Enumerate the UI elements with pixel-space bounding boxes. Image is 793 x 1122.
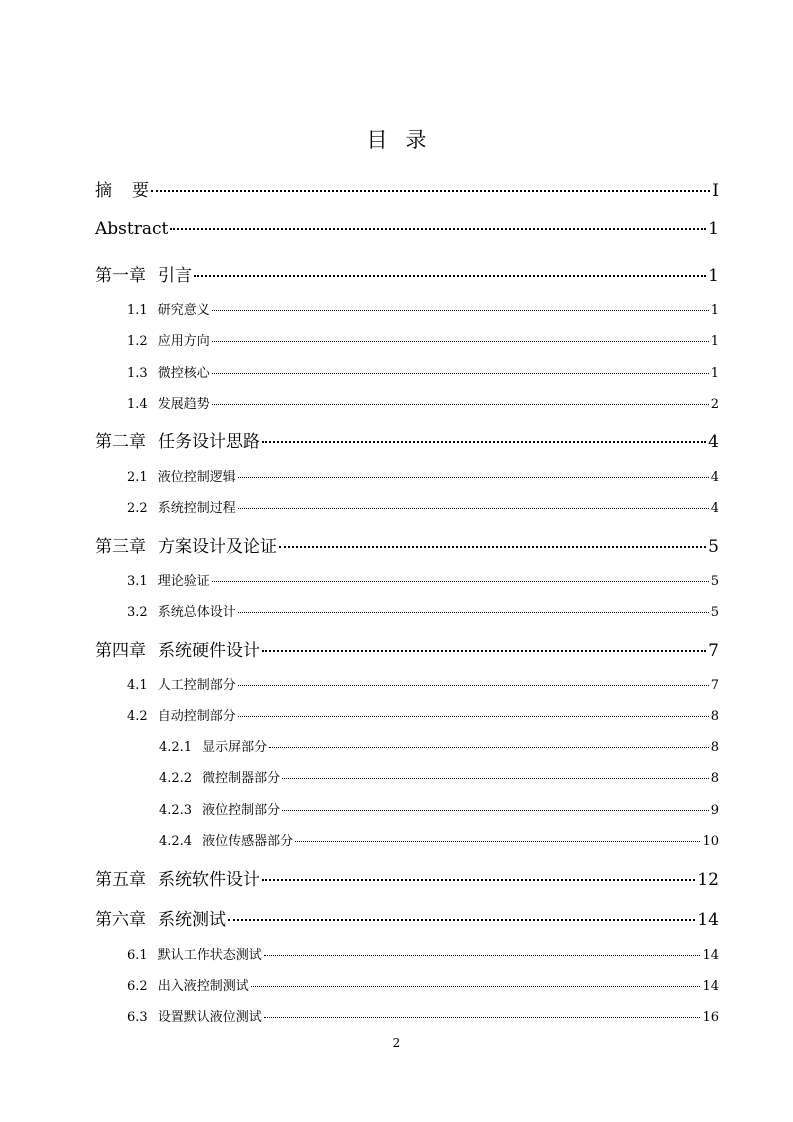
toc-entry-page: 1 xyxy=(708,219,719,239)
toc-entry[interactable] xyxy=(95,636,719,661)
toc-leader-dots xyxy=(282,810,709,811)
toc-entry-page: 14 xyxy=(702,948,719,963)
toc-entry-label xyxy=(159,767,280,786)
toc-entry-text: 任务设计思路 xyxy=(158,432,260,452)
toc-entry-label xyxy=(95,427,260,452)
toc-entry-label xyxy=(159,736,267,755)
toc-entry[interactable] xyxy=(127,393,719,412)
toc-entry-number: 2.1 xyxy=(127,470,148,485)
toc-leader-dots xyxy=(279,546,706,548)
toc-entry-number: 3.1 xyxy=(127,574,148,589)
toc-entry-page: 1 xyxy=(710,303,719,318)
toc-entry-page: 16 xyxy=(702,1010,719,1025)
toc-entry-page: 4 xyxy=(710,501,719,516)
toc-entry[interactable] xyxy=(95,219,719,239)
toc-entry-page: I xyxy=(712,181,719,201)
toc-entry-label xyxy=(127,299,210,318)
toc-entry-number: 1.1 xyxy=(127,303,148,318)
toc-entry-page: 10 xyxy=(702,834,719,849)
toc-entry-label xyxy=(127,1006,262,1025)
toc-entry[interactable] xyxy=(159,767,719,786)
toc-entry[interactable] xyxy=(127,705,719,724)
toc-entry-text: 设置默认液位测试 xyxy=(157,1010,262,1025)
toc-leader-dots xyxy=(212,581,709,582)
toc-leader-dots xyxy=(282,778,709,779)
toc-entry-text: 系统硬件设计 xyxy=(158,641,260,661)
toc-entry-page: 12 xyxy=(697,870,719,890)
toc-entry-text: 出入液控制测试 xyxy=(157,979,249,994)
toc-entry-label xyxy=(127,705,236,724)
toc-entry-text: 自动控制部分 xyxy=(157,709,236,724)
toc-entry[interactable] xyxy=(95,532,719,557)
toc-leader-dots xyxy=(212,373,709,374)
toc-entry-text: Abstract xyxy=(95,219,169,239)
toc-entry-page: 2 xyxy=(710,397,719,412)
toc-entry-label xyxy=(159,799,280,818)
toc-entry[interactable] xyxy=(159,799,719,818)
toc-entry-text: 系统控制过程 xyxy=(157,501,236,516)
toc-leader-dots xyxy=(238,508,709,509)
toc-entry-number: 4.1 xyxy=(127,678,148,693)
toc-entry-label xyxy=(127,393,210,412)
toc-entry-page: 5 xyxy=(708,537,719,557)
toc-leader-dots xyxy=(264,955,701,956)
toc-entry-label xyxy=(127,466,236,485)
toc-entry-number: 第三章 xyxy=(95,537,146,557)
toc-entry-label xyxy=(127,601,236,620)
toc-entry-number: 4.2 xyxy=(127,709,148,724)
toc-entry-number: 6.1 xyxy=(127,948,148,963)
toc-entry-label xyxy=(95,905,226,930)
toc-entry-number: 6.3 xyxy=(127,1010,148,1025)
toc-entry-label xyxy=(95,865,260,890)
page-number: 2 xyxy=(392,1036,401,1050)
toc-entry-text: 研究意义 xyxy=(157,303,210,318)
toc-title xyxy=(0,124,793,154)
toc-entry-text: 发展趋势 xyxy=(157,397,210,412)
toc-entry[interactable] xyxy=(127,299,719,318)
toc-entry-page: 8 xyxy=(710,771,719,786)
toc-entry-page: 5 xyxy=(710,605,719,620)
toc-entry[interactable] xyxy=(127,362,719,381)
toc-entry-label xyxy=(95,219,168,239)
toc-entry-text: 液位控制部分 xyxy=(202,803,281,818)
toc-entry-text: 液位传感器部分 xyxy=(202,834,294,849)
toc-entry[interactable] xyxy=(95,865,719,890)
toc-entry-number: 第六章 xyxy=(95,910,146,930)
toc-entry-page: 14 xyxy=(697,910,719,930)
toc-entry-label xyxy=(95,176,149,201)
toc-entry-number: 4.2.1 xyxy=(159,740,193,755)
toc-leader-dots xyxy=(228,919,695,921)
toc-leader-dots xyxy=(269,747,709,748)
toc-entry[interactable] xyxy=(159,830,719,849)
toc-leader-dots xyxy=(251,986,701,987)
toc-entry[interactable] xyxy=(127,674,719,693)
toc-leader-dots xyxy=(212,341,709,342)
toc-title-char-2: 录 xyxy=(405,128,427,152)
toc-leader-dots xyxy=(170,228,706,230)
toc-entry[interactable] xyxy=(95,905,719,930)
toc-entry[interactable] xyxy=(95,176,719,201)
toc-entry-page: 1 xyxy=(710,366,719,381)
toc-entry-text: 微控核心 xyxy=(157,366,210,381)
toc-entry-label xyxy=(127,975,249,994)
toc-entry-label xyxy=(127,330,210,349)
toc-entry-page: 5 xyxy=(710,574,719,589)
toc-entry[interactable] xyxy=(127,975,719,994)
toc-leader-dots xyxy=(262,441,706,443)
toc-entry-number: 6.2 xyxy=(127,979,148,994)
toc-title-char-1: 目 xyxy=(366,128,388,152)
toc-entry[interactable] xyxy=(127,330,719,349)
toc-leader-dots xyxy=(238,477,709,478)
toc-leader-dots xyxy=(262,650,706,652)
toc-entry-number: 3.2 xyxy=(127,605,148,620)
toc-entry-number: 第四章 xyxy=(95,641,146,661)
toc-entry-text: 液位控制逻辑 xyxy=(157,470,236,485)
toc-entry[interactable] xyxy=(95,427,719,452)
toc-entry-page: 7 xyxy=(708,641,719,661)
toc-entry-page: 4 xyxy=(710,470,719,485)
toc-leader-dots xyxy=(238,685,709,686)
toc-entry-number: 4.2.4 xyxy=(159,834,193,849)
toc-entry-number: 2.2 xyxy=(127,501,148,516)
toc-entry[interactable] xyxy=(127,497,719,516)
toc-leader-dots xyxy=(151,190,710,192)
toc-leader-dots xyxy=(238,612,709,613)
toc-leader-dots xyxy=(264,1017,701,1018)
toc-entry-label xyxy=(95,532,277,557)
toc-entry-number: 第五章 xyxy=(95,870,146,890)
toc-entry-label xyxy=(127,674,236,693)
toc-entry[interactable] xyxy=(127,570,719,589)
toc-entry-page: 14 xyxy=(702,979,719,994)
toc-entry-label xyxy=(127,362,210,381)
toc-entry-number: 第二章 xyxy=(95,432,146,452)
toc-entry[interactable] xyxy=(127,1006,719,1025)
toc-entry-number: 4.2.2 xyxy=(159,771,193,786)
toc-entry-text: 应用方向 xyxy=(157,334,210,349)
toc-entry-label xyxy=(95,261,192,286)
toc-leader-dots xyxy=(212,310,709,311)
toc-entry-label xyxy=(159,830,293,849)
toc-entry-page: 1 xyxy=(708,266,719,286)
toc-entry-number: 摘 xyxy=(95,181,112,201)
toc-entry-label xyxy=(95,636,260,661)
toc-entry-text: 人工控制部分 xyxy=(157,678,236,693)
toc-entry-label xyxy=(127,944,262,963)
toc-leader-dots xyxy=(262,879,695,881)
toc-entry[interactable] xyxy=(159,736,719,755)
toc-entry-page: 9 xyxy=(710,803,719,818)
toc-entry-text: 理论验证 xyxy=(157,574,210,589)
toc-entry[interactable] xyxy=(95,261,719,286)
toc-entry[interactable] xyxy=(127,601,719,620)
toc-entry-text: 显示屏部分 xyxy=(202,740,268,755)
toc-entry[interactable] xyxy=(127,466,719,485)
toc-entry-text: 默认工作状态测试 xyxy=(157,948,262,963)
toc-entry-page: 1 xyxy=(710,334,719,349)
toc-leader-dots xyxy=(295,841,700,842)
toc-entry-page: 8 xyxy=(710,709,719,724)
toc-entry-label xyxy=(127,570,210,589)
toc-entry-text: 方案设计及论证 xyxy=(158,537,277,557)
toc-entry[interactable] xyxy=(127,944,719,963)
toc-entry-page: 4 xyxy=(708,432,719,452)
toc-entry-text: 引言 xyxy=(158,266,192,286)
toc-entry-number: 1.4 xyxy=(127,397,148,412)
toc-entry-page: 8 xyxy=(710,740,719,755)
toc-entry-text: 要 xyxy=(132,181,149,201)
toc-leader-dots xyxy=(238,716,709,717)
toc-leader-dots xyxy=(212,404,709,405)
toc-leader-dots xyxy=(194,275,706,277)
toc-entry-label xyxy=(127,497,236,516)
toc-entry-number: 1.3 xyxy=(127,366,148,381)
toc-entry-text: 系统测试 xyxy=(158,910,226,930)
toc-entry-text: 系统总体设计 xyxy=(157,605,236,620)
toc-entry-number: 1.2 xyxy=(127,334,148,349)
toc-entry-page: 7 xyxy=(710,678,719,693)
toc-entry-text: 微控制器部分 xyxy=(202,771,281,786)
toc-entry-number: 4.2.3 xyxy=(159,803,193,818)
toc-entry-text: 系统软件设计 xyxy=(158,870,260,890)
toc-entry-number: 第一章 xyxy=(95,266,146,286)
